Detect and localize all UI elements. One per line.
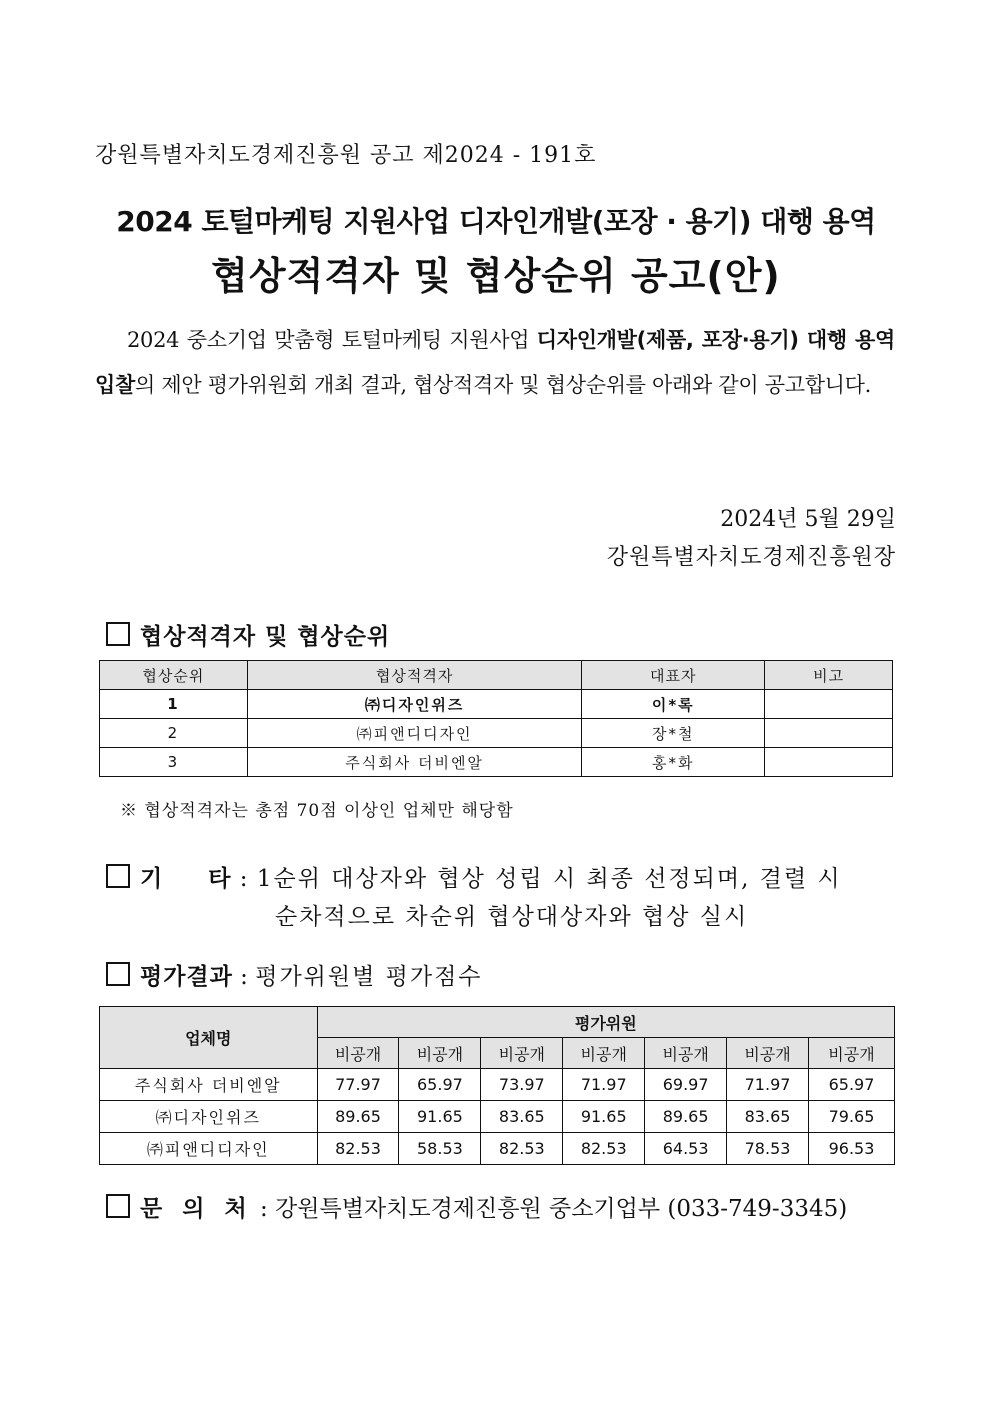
cell-score: 73.97 (481, 1069, 563, 1101)
section-negotiation-title: 협상적격자 및 협상순위 (140, 623, 391, 650)
header-evaluator: 비공개 (645, 1038, 727, 1069)
table-row (100, 1133, 895, 1165)
evaluation-text: 평가위원별 평가점수 (255, 964, 483, 990)
body-text-part2: 의 제안 평가위원회 개최 결과, 협상적격자 및 협상순위를 아래와 같이 공고합니다. (134, 373, 872, 397)
cell-score: 83.65 (727, 1101, 809, 1133)
notice-date: 2024년 5월 29일 (720, 507, 896, 532)
table-row (100, 748, 893, 777)
header-evaluator: 비공개 (399, 1038, 481, 1069)
cell-score: 65.97 (808, 1069, 894, 1101)
table-header-row (100, 661, 893, 690)
cell-remarks (765, 719, 893, 748)
cell-remarks (765, 748, 893, 777)
body-paragraph (95, 318, 895, 408)
etc-text-line2: 순차적으로 차순위 협상대상자와 협상 실시 (275, 904, 749, 930)
evaluation-table (99, 1006, 895, 1165)
header-evaluator: 비공개 (317, 1038, 399, 1069)
checkbox-square-icon (106, 962, 130, 986)
cell-remarks (765, 690, 893, 719)
cell-score: 89.65 (317, 1101, 399, 1133)
table-row (100, 690, 893, 719)
cell-score: 89.65 (645, 1101, 727, 1133)
cell-representative: 홍*화 (582, 748, 765, 777)
etc-label: 기 타 (140, 865, 232, 892)
cell-score: 65.97 (399, 1069, 481, 1101)
cell-score: 71.97 (727, 1069, 809, 1101)
header-candidate: 협상적격자 (247, 661, 582, 690)
cell-representative: 이*록 (582, 690, 765, 719)
cell-score: 96.53 (808, 1133, 894, 1165)
cell-score: 71.97 (563, 1069, 645, 1101)
checkbox-square-icon (106, 864, 130, 888)
checkbox-square-icon (106, 622, 130, 646)
header-rank: 협상순위 (100, 661, 248, 690)
cell-score: 78.53 (727, 1133, 809, 1165)
header-remarks: 비고 (765, 661, 893, 690)
cell-score: 79.65 (808, 1101, 894, 1133)
cell-score: 91.65 (563, 1101, 645, 1133)
table-header-row (100, 1007, 895, 1038)
etc-section (106, 860, 842, 898)
colon-separator: : (232, 964, 256, 990)
cell-score: 82.53 (317, 1133, 399, 1165)
cell-company: ㈜피앤디디자인 (100, 1133, 318, 1165)
evaluation-section-header (106, 958, 483, 991)
header-evaluator: 비공개 (808, 1038, 894, 1069)
cell-score: 83.65 (481, 1101, 563, 1133)
cell-score: 69.97 (645, 1069, 727, 1101)
notice-number: 강원특별자치도경제진흥원 공고 제2024 - 191호 (95, 143, 597, 168)
header-evaluator: 비공개 (563, 1038, 645, 1069)
header-evaluator: 비공개 (727, 1038, 809, 1069)
cell-candidate: ㈜디자인위즈 (247, 690, 582, 719)
cell-candidate: ㈜피앤디디자인 (247, 719, 582, 748)
evaluation-label: 평가결과 (140, 963, 233, 990)
table-row (100, 719, 893, 748)
checkbox-square-icon (106, 1194, 130, 1218)
cell-score: 91.65 (399, 1101, 481, 1133)
cell-score: 82.53 (481, 1133, 563, 1165)
issuer-name: 강원특별자치도경제진흥원장 (606, 545, 896, 570)
colon-separator: : (252, 1196, 276, 1222)
cell-candidate: 주식회사 더비엔알 (247, 748, 582, 777)
cell-rank: 2 (100, 719, 248, 748)
section-negotiation-header (106, 618, 390, 651)
cell-score: 82.53 (563, 1133, 645, 1165)
cell-rank: 1 (100, 690, 248, 719)
cell-score: 58.53 (399, 1133, 481, 1165)
cell-score: 77.97 (317, 1069, 399, 1101)
contact-text: 강원특별자치도경제진흥원 중소기업부 (033-749-3345) (275, 1196, 848, 1222)
body-text-part1: 2024 중소기업 맞춤형 토털마케팅 지원사업 (127, 328, 537, 352)
cell-company: 주식회사 더비엔알 (100, 1069, 318, 1101)
cell-score: 64.53 (645, 1133, 727, 1165)
body-text-bold: 디자인개발(제품, 포장·용기) 대행 용역 입찰 (95, 328, 895, 397)
table-row (100, 1101, 895, 1133)
header-evaluator: 비공개 (481, 1038, 563, 1069)
header-evaluators: 평가위원 (317, 1007, 894, 1038)
table-row (100, 1069, 895, 1101)
contact-label: 문 의 처 (140, 1195, 253, 1222)
header-company: 업체명 (100, 1007, 318, 1069)
eligibility-note: ※ 협상적격자는 총점 70점 이상인 업체만 해당함 (120, 801, 514, 821)
document-title: 2024 토털마케팅 지원사업 디자인개발(포장 · 용기) 대행 용역 (116, 205, 876, 238)
cell-rank: 3 (100, 748, 248, 777)
cell-representative: 장*철 (582, 719, 765, 748)
document-subtitle: 협상적격자 및 협상순위 공고(안) (211, 254, 781, 298)
etc-text-line1: 1순위 대상자와 협상 성립 시 최종 선정되며, 결렬 시 (256, 866, 842, 892)
colon-separator: : (231, 866, 257, 892)
cell-company: ㈜디자인위즈 (100, 1101, 318, 1133)
negotiation-table (99, 660, 893, 777)
contact-section (106, 1190, 847, 1223)
header-representative: 대표자 (582, 661, 765, 690)
